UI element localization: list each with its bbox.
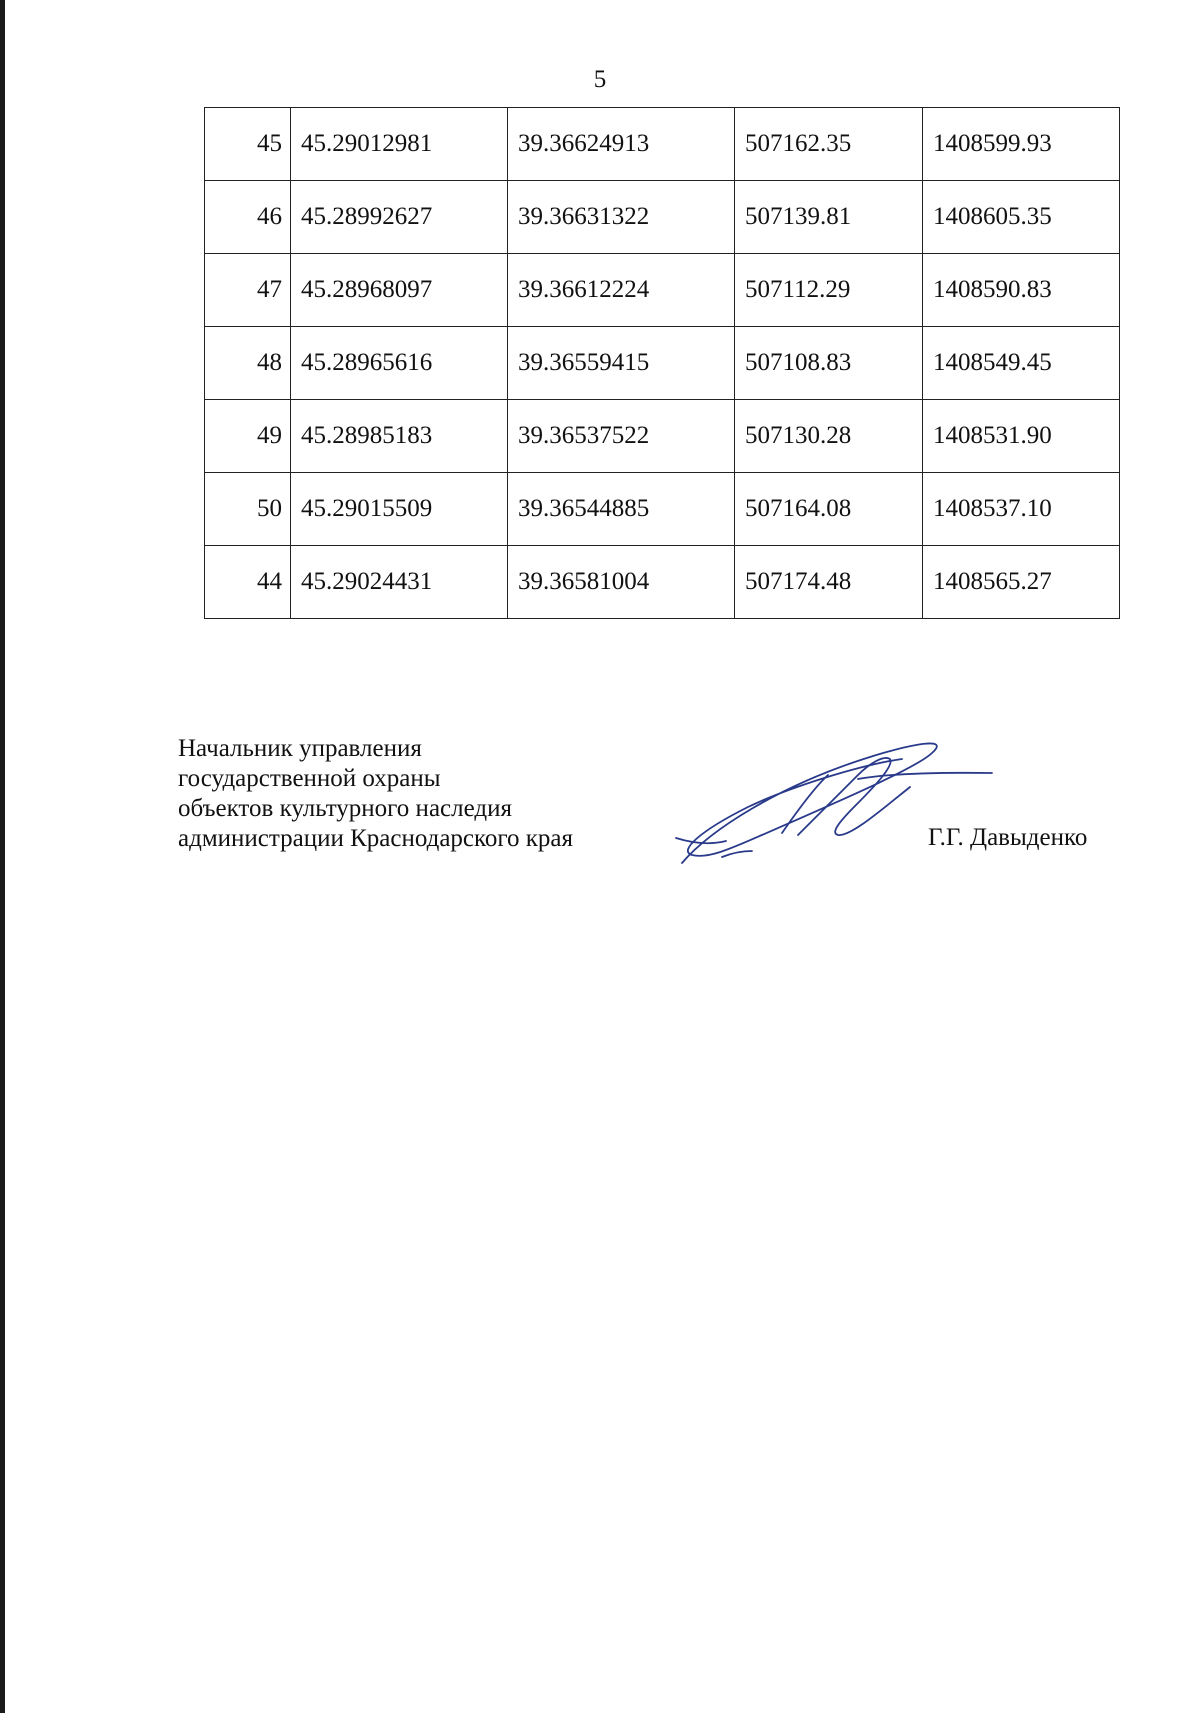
y-coordinate-cell: 1408531.90 — [923, 400, 1120, 473]
point-number-cell: 44 — [205, 546, 291, 619]
latitude-cell: 45.28968097 — [291, 254, 508, 327]
table-row — [205, 254, 1120, 327]
y-coordinate-cell: 1408537.10 — [923, 473, 1120, 546]
signatory-title-line: государственной охраны — [178, 765, 441, 792]
point-number-cell: 50 — [205, 473, 291, 546]
signatory-title-block — [178, 734, 573, 854]
signer-name: Г.Г. Давыденко — [928, 824, 1088, 851]
x-coordinate-cell: 507139.81 — [735, 181, 923, 254]
coordinates-table — [204, 107, 1120, 619]
x-coordinate-cell: 507162.35 — [735, 108, 923, 181]
latitude-cell: 45.28992627 — [291, 181, 508, 254]
y-coordinate-cell: 1408599.93 — [923, 108, 1120, 181]
table-row — [205, 327, 1120, 400]
x-coordinate-cell: 507108.83 — [735, 327, 923, 400]
longitude-cell: 39.36631322 — [508, 181, 735, 254]
longitude-cell: 39.36537522 — [508, 400, 735, 473]
signatory-title-line: Начальник управления — [178, 735, 422, 762]
y-coordinate-cell: 1408590.83 — [923, 254, 1120, 327]
y-coordinate-cell: 1408549.45 — [923, 327, 1120, 400]
longitude-cell: 39.36544885 — [508, 473, 735, 546]
signatory-title-line: администрации Краснодарского края — [178, 825, 574, 852]
longitude-cell: 39.36624913 — [508, 108, 735, 181]
point-number-cell: 48 — [205, 327, 291, 400]
page-number: 5 — [593, 66, 607, 93]
table-row — [205, 181, 1120, 254]
longitude-cell: 39.36581004 — [508, 546, 735, 619]
point-number-cell: 47 — [205, 254, 291, 327]
table-row — [205, 546, 1120, 619]
y-coordinate-cell: 1408565.27 — [923, 546, 1120, 619]
longitude-cell: 39.36559415 — [508, 327, 735, 400]
latitude-cell: 45.29015509 — [291, 473, 508, 546]
scan-left-edge — [0, 0, 5, 1713]
y-coordinate-cell: 1408605.35 — [923, 181, 1120, 254]
x-coordinate-cell: 507174.48 — [735, 546, 923, 619]
point-number-cell: 46 — [205, 181, 291, 254]
signatory-title-line: объектов культурного наследия — [178, 795, 512, 822]
point-number-cell: 45 — [205, 108, 291, 181]
table-row — [205, 400, 1120, 473]
latitude-cell: 45.28965616 — [291, 327, 508, 400]
x-coordinate-cell: 507130.28 — [735, 400, 923, 473]
latitude-cell: 45.29024431 — [291, 546, 508, 619]
coordinates-table-body — [205, 108, 1120, 619]
x-coordinate-cell: 507164.08 — [735, 473, 923, 546]
table-row — [205, 108, 1120, 181]
longitude-cell: 39.36612224 — [508, 254, 735, 327]
latitude-cell: 45.28985183 — [291, 400, 508, 473]
table-row — [205, 473, 1120, 546]
point-number-cell: 49 — [205, 400, 291, 473]
x-coordinate-cell: 507112.29 — [735, 254, 923, 327]
latitude-cell: 45.29012981 — [291, 108, 508, 181]
